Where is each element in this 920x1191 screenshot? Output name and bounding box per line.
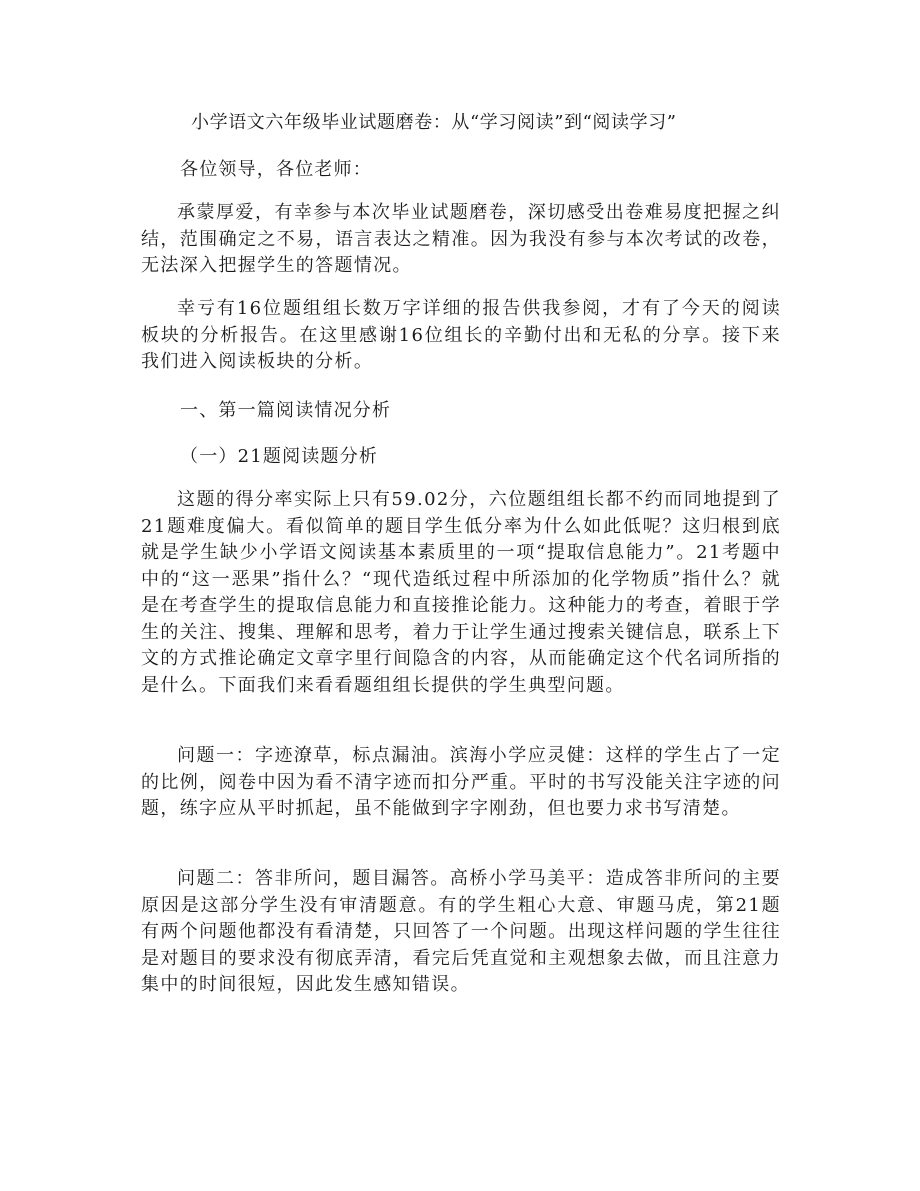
analysis-paragraph-1: 这题的得分率实际上只有59.02分，六位题组组长都不约而同地提到了21题难度偏大。看似简单的题目学生低分率为什么如此低呢？这归根到底就是学生缺少小学语文阅读基本素质里的一项“提取信息能力”。21考题中中的“这一恶果”指什么？“现代造纸过程中所添加的化学物质”指什么？就是在考查学生的提取信息能力和直接推论能力。这种能力的考查，着眼于学生的关注、搜集、理解和思考，着力于让学生通过搜索关键信息，联系上下文的方式推论确定文章字里行间隐含的内容，从而能确定这个代名词所指的是什么。下面我们来看看题组组长提供的学生典型问题。 (141, 489, 781, 696)
greeting-line: 各位领导，各位老师： (180, 159, 372, 180)
subsection-heading: （一）21题阅读题分析 (180, 446, 379, 467)
document-page (141, 0, 781, 1191)
problem-one-paragraph: 问题一：字迹潦草，标点漏油。滨海小学应灵健：这样的学生占了一定的比例，阅卷中因为看不清字迹而扣分严重。平时的书写没能关注字迹的问题，练字应从平时抓起，虽不能做到字字刚劲，但也要力求书写清楚。 (141, 745, 781, 819)
document-title: 小学语文六年级毕业试题磨卷：从“学习阅读”到“阅读学习” (191, 112, 677, 133)
intro-paragraph-2: 幸亏有16位题组组长数万字详细的报告供我参阅，才有了今天的阅读板块的分析报告。在这里感谢16位组长的辛勤付出和无私的分享。接下来我们进入阅读板块的分析。 (141, 298, 781, 372)
intro-paragraph-1: 承蒙厚爱，有幸参与本次毕业试题磨卷，深切感受出卷难易度把握之纠结，范围确定之不易，语言表达之精准。因为我没有参与本次考试的改卷，无法深入把握学生的答题情况。 (141, 202, 781, 276)
section-heading: 一、第一篇阅读情况分析 (180, 400, 392, 421)
problem-two-paragraph: 问题二：答非所问，题目漏答。高桥小学马美平：造成答非所问的主要原因是这部分学生没有审清题意。有的学生粗心大意、审题马虎，第21题有两个问题他都没有看清楚，只回答了一个问题。出现这样问题的学生往往是对题目的要求没有彻底弄清，看完后凭直觉和主观想象去做，而且注意力集中的时间很短，因此发生感知错误。 (141, 868, 781, 995)
